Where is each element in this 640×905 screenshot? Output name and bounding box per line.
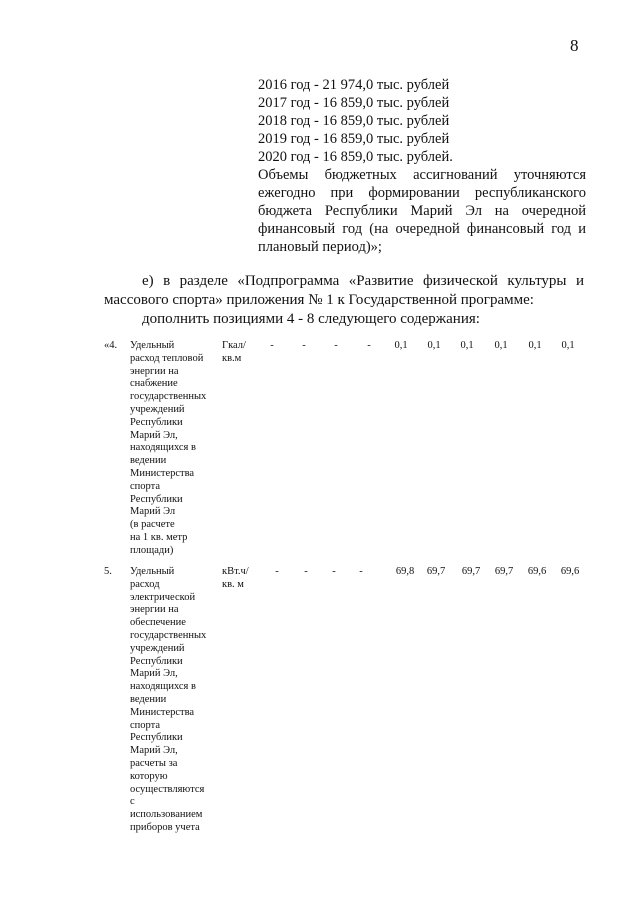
description-line: Марий Эл,: [130, 429, 178, 441]
description-line: ведении: [130, 455, 167, 467]
paragraph-e: е) в разделе «Подпрограмма «Развитие физической культуры и массового спорта» приложения № 1 к Государственной программе:: [104, 273, 584, 308]
description-line: учреждений: [130, 642, 185, 654]
row-value: -: [304, 566, 308, 577]
row-value: 0,1: [494, 340, 508, 351]
description-line: ведении: [130, 693, 167, 705]
row-value: -: [359, 566, 363, 577]
row-value: 69,7: [494, 566, 514, 577]
row-value: 0,1: [528, 340, 542, 351]
budget-line-2020: 2020 год - 16 859,0 тыс. рублей.: [258, 149, 453, 165]
row-unit: Гкал/ кв.м: [222, 340, 246, 364]
budget-note: Объемы бюджетных ассигнований уточняются ежегодно при формировании республиканского бюджета Республики Марий Эл на очередной финансовый год (на очередной финансовый год и плановый период)»;: [258, 167, 586, 255]
row-value: -: [367, 340, 371, 351]
budget-line-2018: 2018 год - 16 859,0 тыс. рублей: [258, 113, 450, 129]
description-line: спорта: [130, 719, 161, 731]
description-line: на 1 кв. метр: [130, 531, 188, 543]
row-value: 69,7: [426, 566, 446, 577]
description-line: расход тепловой: [130, 352, 204, 364]
description-line: Министерства: [130, 467, 195, 479]
row-description: [130, 566, 212, 835]
description-line: Республики: [130, 493, 183, 505]
row-value: -: [275, 566, 279, 577]
description-line: Удельный: [130, 566, 175, 577]
row-value: -: [332, 566, 336, 577]
paragraph-add: дополнить позициями 4 - 8 следующего содержания:: [142, 311, 480, 327]
row-value: -: [270, 340, 274, 351]
description-line: расчеты за: [130, 757, 178, 769]
description-line: снабжение: [130, 378, 178, 390]
row-number: 5.: [104, 566, 112, 577]
description-line: Республики: [130, 655, 183, 667]
description-line: площади): [130, 544, 174, 556]
description-line: энергии на: [130, 604, 179, 616]
description-line: использованием: [130, 809, 203, 821]
row-number: «4.: [104, 340, 118, 351]
row-value: 69,6: [560, 566, 580, 577]
description-line: осуществляются: [130, 783, 205, 795]
description-line: которую: [130, 770, 168, 782]
description-line: Республики: [130, 416, 183, 428]
row-value: 69,6: [527, 566, 547, 577]
budget-block: [258, 76, 586, 256]
description-line: находящихся в: [130, 442, 196, 454]
description-line: с: [130, 796, 135, 808]
row-unit: кВт.ч/ кв. м: [222, 566, 249, 590]
page-number: 8: [570, 36, 579, 55]
description-line: Республики: [130, 732, 183, 744]
description-line: Марий Эл,: [130, 668, 178, 680]
row-description: [130, 340, 212, 558]
row-value: 0,1: [394, 340, 408, 351]
description-line: учреждений: [130, 403, 185, 415]
row-value: 0,1: [561, 340, 575, 351]
row-value: 69,8: [395, 566, 415, 577]
row-value: 69,7: [461, 566, 481, 577]
description-line: государственных: [130, 391, 207, 403]
row-value: -: [334, 340, 338, 351]
description-line: (в расчете: [130, 519, 175, 531]
description-line: Марий Эл,: [130, 745, 178, 757]
description-line: обеспечение: [130, 617, 186, 629]
description-line: энергии на: [130, 365, 179, 377]
budget-line-2016: 2016 год - 21 974,0 тыс. рублей: [258, 77, 450, 93]
budget-line-2019: 2019 год - 16 859,0 тыс. рублей: [258, 131, 450, 147]
description-line: государственных: [130, 629, 207, 641]
description-line: Марий Эл: [130, 506, 176, 518]
row-value: 0,1: [460, 340, 474, 351]
description-line: Министерства: [130, 706, 195, 718]
description-line: спорта: [130, 480, 161, 492]
description-line: расход: [130, 578, 160, 590]
row-value: -: [302, 340, 306, 351]
description-line: электрической: [130, 591, 196, 603]
description-line: находящихся в: [130, 681, 196, 693]
description-line: Удельный: [130, 340, 175, 351]
budget-line-2017: 2017 год - 16 859,0 тыс. рублей: [258, 95, 450, 111]
row-value: 0,1: [427, 340, 441, 351]
description-line: приборов учета: [130, 821, 200, 833]
